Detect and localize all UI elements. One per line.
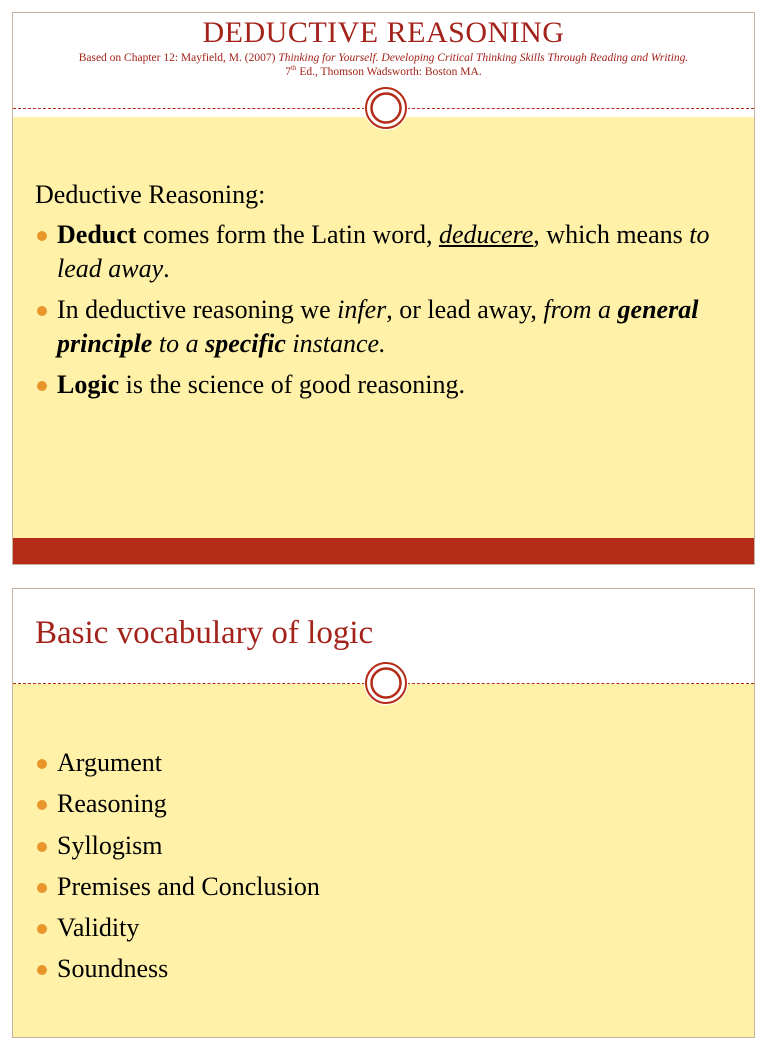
citation-publisher: Ed., Thomson Wadsworth: Boston MA. (296, 66, 482, 78)
list-item: In deductive reasoning we infer, or lead away, from a general principle to a specific instance. (35, 293, 735, 361)
slide-deductive-reasoning (12, 12, 755, 565)
slide-title: Basic vocabulary of logic (35, 615, 374, 651)
circle-ornament-icon (364, 661, 408, 705)
bullet-icon (37, 965, 47, 975)
list-item: Reasoning (35, 787, 735, 820)
slide-basic-vocabulary (12, 588, 755, 1038)
citation-edition-number: 7 (285, 66, 292, 78)
slide-body (35, 178, 735, 409)
slide-body (35, 746, 735, 994)
list-item: Deduct comes form the Latin word, deducere, which means to lead away. (35, 218, 735, 286)
bullet-icon (37, 800, 47, 810)
slide-title: DEDUCTIVE REASONING (202, 16, 565, 49)
circle-ornament-icon (364, 86, 408, 130)
bullet-icon (37, 306, 47, 316)
bullet-icon (37, 883, 47, 893)
list-item: Logic is the science of good reasoning. (35, 368, 735, 402)
list-item: Validity (35, 911, 735, 944)
list-item: Premises and Conclusion (35, 870, 735, 903)
list-item: Argument (35, 746, 735, 779)
citation-prefix: Based on Chapter 12: Mayfield, M. (2007) (78, 52, 279, 64)
bullet-icon (37, 231, 47, 241)
lead-text: Deductive Reasoning: (35, 180, 266, 209)
list-item: Syllogism (35, 829, 735, 862)
vocabulary-list (35, 746, 735, 985)
latin-word: deducere (438, 220, 534, 249)
citation-edition-suffix: th (291, 64, 297, 73)
citation (13, 51, 754, 79)
bullet-list (35, 218, 735, 402)
footer-bar (13, 538, 754, 565)
bullet-icon (37, 381, 47, 391)
list-item: Soundness (35, 952, 735, 985)
bullet-icon (37, 842, 47, 852)
bullet-icon (37, 759, 47, 769)
bullet-icon (37, 924, 47, 934)
citation-book-title: Thinking for Yourself. Developing Critical Thinking Skills Through Reading and Writing. (278, 52, 689, 64)
